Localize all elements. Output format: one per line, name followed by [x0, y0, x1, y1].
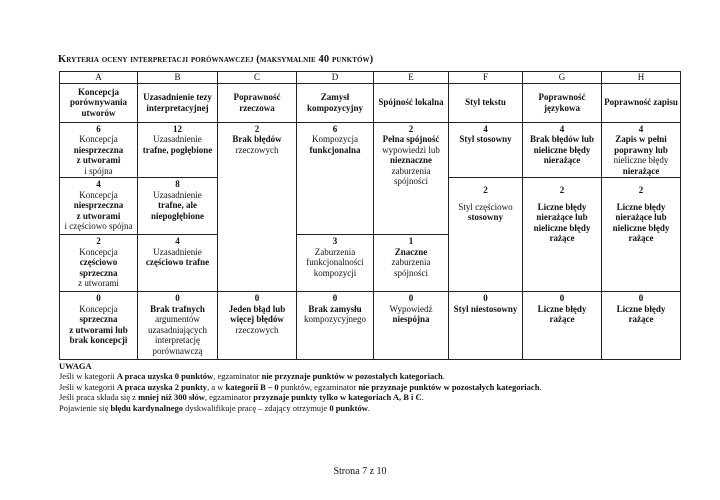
- cell-d-6: [297, 122, 374, 235]
- points: 0: [96, 293, 101, 303]
- cell-text: Kompozycja: [312, 134, 358, 144]
- cell-text: Uzasadnienie: [153, 189, 202, 200]
- cell-text: niespójna: [392, 314, 430, 324]
- column-letter-e: E: [374, 72, 449, 84]
- column-name-e: Spójność lokalna: [374, 83, 449, 122]
- cell-text: z utworami: [76, 155, 121, 165]
- column-letter-b: B: [138, 72, 218, 84]
- cell-text: argumentów: [155, 314, 200, 324]
- cell-text: sprzeczna: [79, 267, 118, 278]
- note-text: Jeśli w kategorii: [59, 381, 117, 392]
- note-emphasis: 0 punktów: [329, 402, 368, 413]
- header-names-row: [60, 83, 681, 122]
- cell-text: wypowiedzi lub: [382, 144, 440, 155]
- note-text: , a w: [207, 381, 226, 392]
- points: 2: [483, 185, 488, 195]
- cell-text: spójności: [393, 176, 428, 186]
- note-line: [59, 392, 680, 402]
- points: 6: [96, 123, 101, 134]
- cell-text: Styl stosowny: [459, 134, 512, 144]
- cell-text: [62, 166, 135, 177]
- cell-text: Jeden błąd lub: [228, 303, 286, 314]
- cell-text: nieliczne błędy: [533, 222, 591, 233]
- cell-text: nieliczne błędy: [613, 155, 669, 165]
- cell-text: Brak błędów: [232, 134, 282, 144]
- cell-text: z utworami: [76, 210, 121, 221]
- cell-text: Brak błędów lub: [529, 134, 595, 144]
- note-text: Jeśli w kategorii: [59, 371, 117, 382]
- cell-text: funkcjonalności: [306, 257, 364, 267]
- cell-text: Zapis w pełni: [615, 134, 667, 144]
- page-title: Kryteria oceny interpretacji porównawczej (maksymalnie 40 punktów): [58, 54, 374, 65]
- cell-text: stosowny: [467, 212, 503, 222]
- cell-f-4: [449, 122, 523, 178]
- cell-text: częściowo trafne: [145, 257, 210, 267]
- cell-c-2: [218, 122, 297, 292]
- cell-text: poprawny lub: [614, 144, 668, 155]
- cell-text: nierażące: [622, 165, 660, 176]
- cell-text: i spójna: [84, 165, 113, 176]
- note-line: [59, 382, 680, 392]
- cell-a-2: [60, 235, 138, 292]
- cell-text: Styl niestosowny: [453, 303, 518, 314]
- note-line: [59, 371, 680, 381]
- cell-text: nieliczne błędy: [533, 144, 591, 155]
- cell-text: funkcjonalna: [309, 144, 361, 155]
- cell-text: Liczne błędy: [616, 303, 666, 314]
- cell-text: nieliczne błędy: [612, 222, 670, 233]
- points: 0: [175, 293, 180, 303]
- cell-text: rażące: [549, 314, 575, 324]
- points: 2: [408, 123, 414, 134]
- cell-d-0: [297, 292, 374, 360]
- cell-text: zaburzenia: [391, 257, 431, 267]
- cell-text: Liczne błędy: [537, 201, 587, 212]
- points: 0: [408, 293, 414, 303]
- cell-d-3: [297, 235, 374, 292]
- note-text: punktów, egzaminator: [278, 381, 359, 392]
- column-name-f: Styl tekstu: [449, 83, 523, 122]
- column-name-d: Zamysł kompozycyjny: [297, 83, 374, 122]
- notes-section: [59, 361, 680, 413]
- cell-text: Zaburzenia: [314, 246, 356, 257]
- cell-text: interpretację: [155, 335, 200, 345]
- points: 2: [96, 236, 101, 246]
- cell-a-4: [60, 178, 138, 235]
- points: 1: [408, 236, 414, 246]
- cell-text: uzasadniających: [148, 324, 207, 335]
- cell-text: trafne, ale: [158, 200, 197, 210]
- cell-text: Pełna spójność: [382, 134, 440, 144]
- note-emphasis: nie przyznaje punktów w pozostałych kategoriach: [261, 371, 443, 382]
- cell-text: z utworami lub: [69, 324, 128, 335]
- cell-text: Znaczne: [394, 246, 428, 257]
- cell-text: nieznaczne: [390, 155, 432, 165]
- points: 2: [638, 185, 644, 195]
- cell-text: niepogłębione: [150, 210, 204, 221]
- cell-g-4: [523, 122, 602, 178]
- cell-text: porównawczą: [152, 345, 203, 356]
- cell-g-2: [523, 178, 602, 292]
- cell-text: Uzasadnienie: [153, 134, 202, 144]
- cell-e-0: [374, 292, 449, 360]
- cell-text: nierażące lub: [536, 212, 588, 222]
- cell-text: rzeczowych: [235, 324, 279, 335]
- column-name-b: Uzasadnienie tezy interpretacyjnej: [138, 83, 218, 122]
- cell-text: rażące: [549, 233, 575, 243]
- column-letter-g: G: [523, 72, 602, 84]
- cell-c-0: [218, 292, 297, 360]
- cell-e-1: [374, 235, 449, 292]
- note-text: .: [442, 371, 445, 382]
- note-text: , egzaminator: [213, 371, 262, 382]
- note-emphasis: A praca uzyska 2 punkty: [116, 381, 208, 392]
- cell-text: zaburzenia: [391, 165, 431, 176]
- note-emphasis: błędu kardynalnego: [110, 402, 183, 413]
- cell-a-0: [60, 292, 138, 360]
- points: 4: [175, 236, 180, 246]
- note-emphasis: przyznaje punkty tylko w kategoriach A, B i C: [253, 392, 422, 403]
- cell-text: Koncepcja: [79, 303, 118, 314]
- cell-text: Wypowiedź: [389, 303, 433, 314]
- column-name-c: Poprawność rzeczowa: [218, 83, 297, 122]
- points: 0: [332, 293, 338, 303]
- note-emphasis: A praca uzyska 0 punktów: [116, 371, 214, 382]
- cell-e-2: [374, 122, 449, 235]
- column-letter-c: C: [218, 72, 297, 84]
- page-number: Strona 7 z 10: [333, 466, 387, 477]
- points: 4: [638, 123, 644, 134]
- cell-text: niesprzeczna: [73, 144, 124, 155]
- cell-text: sprzeczna: [79, 314, 118, 324]
- cell-b-12: [138, 122, 218, 178]
- cell-text: kompozycyjnego: [304, 314, 366, 324]
- column-letter-d: D: [297, 72, 374, 84]
- points: 2: [559, 185, 565, 195]
- points: 8: [175, 179, 180, 189]
- note-emphasis: nie przyznaje punktów w pozostałych kategoriach: [358, 381, 540, 392]
- note-emphasis: kategorii B – 0: [225, 381, 279, 392]
- notes-title: UWAGA: [59, 361, 92, 371]
- cell-text: Liczne błędy: [537, 303, 587, 314]
- cell-h-0: [602, 292, 681, 360]
- criteria-row: [60, 292, 681, 360]
- cell-b-0: [138, 292, 218, 360]
- points: 6: [332, 123, 338, 134]
- column-letter-a: A: [60, 72, 138, 84]
- note-text: Jeśli praca składa się z: [59, 392, 139, 403]
- cell-f-2: [449, 178, 523, 292]
- points: 0: [559, 293, 565, 303]
- cell-text: spójności: [393, 267, 428, 278]
- cell-text: z utworami: [78, 278, 119, 288]
- cell-b-4: [138, 235, 218, 292]
- cell-a-6: [60, 122, 138, 178]
- points: 3: [332, 236, 338, 246]
- points: 0: [483, 293, 488, 303]
- note-text: , egzaminator: [204, 392, 254, 403]
- cell-text: Styl częściowo: [458, 201, 513, 212]
- cell-text: brak koncepcji: [69, 335, 128, 345]
- cell-text: Koncepcja: [79, 246, 118, 257]
- column-letter-h: H: [602, 72, 681, 84]
- column-name-h: Poprawność zapisu: [602, 83, 681, 122]
- cell-text: więcej błędów: [230, 314, 284, 324]
- cell-text: nierażące lub: [615, 212, 667, 222]
- cell-text: i częściowo spójna: [64, 221, 133, 231]
- note-text: .: [421, 392, 424, 403]
- points: 12: [173, 123, 182, 134]
- cell-text: rażące: [628, 314, 654, 324]
- cell-text: nierażące: [543, 155, 581, 165]
- cell-text: rzeczowych: [235, 144, 279, 155]
- cell-f-0: [449, 292, 523, 360]
- cell-text: Brak trafnych: [150, 303, 205, 314]
- column-letter-f: F: [449, 72, 523, 84]
- cell-h-2: [602, 178, 681, 292]
- cell-text: niesprzeczna: [73, 200, 124, 210]
- note-text: .: [539, 381, 542, 392]
- note-emphasis: mniej niż 300 słów: [138, 392, 205, 403]
- column-name-g: Poprawność językowa: [523, 83, 602, 122]
- cell-text: kompozycji: [313, 267, 357, 278]
- cell-text: rażące: [628, 233, 654, 243]
- cell-b-8: [138, 178, 218, 235]
- note-text: Pojawienie się: [59, 402, 111, 413]
- points: 0: [638, 293, 644, 303]
- note-text: .: [367, 402, 370, 413]
- points: 4: [559, 123, 565, 134]
- note-text: dyskwalifikuje pracę – zdający otrzymuje: [182, 402, 330, 413]
- cell-text: Uzasadnienie: [153, 246, 202, 257]
- points: 0: [254, 293, 260, 303]
- note-line: [59, 403, 680, 413]
- points: 4: [483, 123, 488, 134]
- criteria-row: [60, 122, 681, 178]
- cell-h-4: [602, 122, 681, 178]
- cell-text: Brak zamysłu: [308, 303, 362, 314]
- column-name-a: Koncepcja porównywania utworów: [60, 83, 138, 122]
- cell-text: Koncepcja: [79, 134, 118, 144]
- points: 4: [96, 179, 101, 189]
- points: 2: [254, 123, 260, 134]
- cell-text: Koncepcja: [79, 189, 118, 200]
- cell-text: trafne, pogłębione: [142, 144, 213, 155]
- cell-g-0: [523, 292, 602, 360]
- cell-text: Liczne błędy: [616, 201, 666, 212]
- criteria-table: [59, 71, 681, 360]
- header-letters-row: [60, 72, 681, 84]
- cell-text: częściowo: [79, 257, 118, 267]
